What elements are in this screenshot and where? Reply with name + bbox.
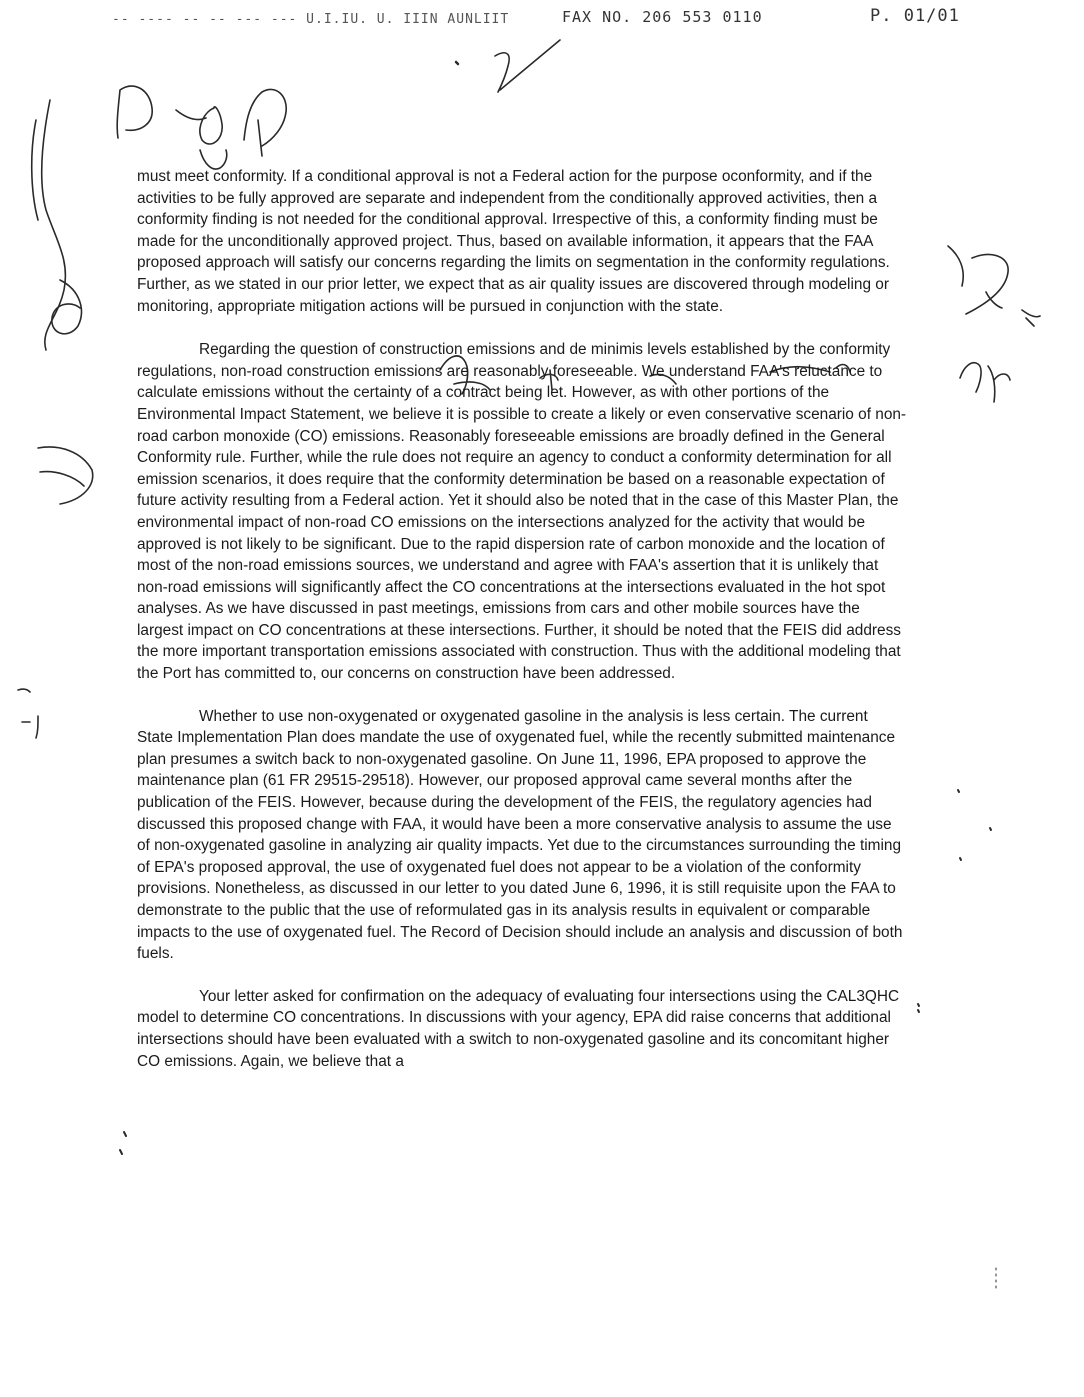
handwritten-tick-mark (22, 716, 38, 738)
margin-dot-1 (958, 790, 959, 792)
handwritten-margin-bracket (42, 100, 66, 350)
handwritten-brace-mark (38, 447, 93, 504)
paragraph-conformity: must meet conformity. If a conditional approval is not a Federal action for the purpose oconformity, and if the activities to be fully approved are separate and independent from the conditionally approved activities, then a conformity finding is not needed for the conditional approval. Irrespective of this, a conformity finding must be made for the unconditionally approved project. Thus, based on available information, it appears that the FAA proposed approach will satisfy our concerns regarding the limits on segmentation in the conformity regulations. Further, as we stated in our prior letter, we expect that as air quality issues are discovered through modeling or monitoring, appropriate mitigation actions will be pursued in conjunction with the state. (137, 168, 890, 315)
fax-sender-line: -- ---- -- -- --- --- U.I.IU. U. IIIN AUNLIIT (112, 12, 510, 27)
margin-dot-6 (120, 1132, 126, 1154)
paragraph-oxygenated-gasoline: Whether to use non-oxygenated or oxygenated gasoline in the analysis is less certain. The current State Implementation Plan does mandate the use of oxygenated fuel, while the recently submitted maintenance plan presumes a switch back to non-oxygenated gasoline. On June 11, 1996, EPA proposed to approve the maintenance plan (61 FR 29515-29518). However, our proposed approval came several months after the publication of the FEIS. However, because during the development of the FEIS, the regulatory agencies had discussed this proposed change with FAA, it would have been a more conservative analysis to assume the use of non-oxygenated gasoline in analyzing air quality impacts. Yet due to the circumstances surrounding the timing of EPA's proposed approval, the use of oxygenated fuel does not appear to be a violation of the conformity provisions. Nonetheless, as discussed in our letter to you dated June 6, 1996, it is still requisite upon the FAA to demonstrate to the public that the use of reformulated gas in its analysis results in equivalent or comparable impacts to the use of oxygenated fuel. The Record of Decision should include an analysis and discussion of both fuels. (137, 707, 903, 963)
paragraph-construction-emissions: Regarding the question of construction emissions and de minimis levels established by the conformity regulations, non-road construction emissions are reasonably foreseeable. We understand FAA's reluctance to calculate emissions without the certainty of a contract being let. However, as with other portions of the Environmental Impact Statement, we believe it is possible to create a likely or even conservative scenario of non-road carbon monoxide (CO) emissions. Reasonably foreseeable emissions are broadly defined in the General Conformity rule. Further, while the rule does not require an agency to conduct a conformity determination for all emission scenarios, it does require that the conformity determination be based on a reasonable expectation of future activity resulting from a Federal action. Yet it should also be noted that in the case of this Master Plan, the environmental impact of non-road CO emissions on the intersections analyzed for the activity that would be approved is not likely to be significant. Due to the rapid dispersion rate of carbon monoxide and the location of most of the non-road emissions sources, we understand and agree with FAA's assertion that it is unlikely that non-road emissions will significantly affect the CO concentrations at the intersections evaluated in the hot spot analyses. As we have discussed in past meetings, emissions from cars and other mobile sources have the largest impact on CO concentrations at these intersections. Further, it should be noted that the FEIS did address the more important transportation emissions associated with construction. Thus with the additional modeling that the Port has committed to, our concerns on construction have been addressed. (137, 341, 907, 683)
handwritten-initials-top (117, 86, 286, 156)
margin-dot-4 (918, 1004, 919, 1012)
handwritten-margin-loop (52, 280, 82, 334)
handwritten-initials-right (948, 246, 1040, 326)
margin-dot-2 (990, 828, 991, 830)
fax-page-number: P. 01/01 (870, 6, 960, 26)
handwritten-slash-mark (495, 40, 560, 92)
fax-header (0, 4, 1084, 32)
fax-number: FAX NO. 206 553 0110 (562, 8, 763, 26)
margin-dot-3 (960, 858, 961, 860)
handwritten-initials-right-lower (960, 363, 1010, 402)
letter-body (137, 166, 907, 1093)
handwritten-dot (456, 62, 458, 64)
handwritten-dash-mark (18, 689, 30, 692)
paragraph-intersections: Your letter asked for confirmation on the adequacy of evaluating four intersections using the CAL3QHC model to determine CO concentrations. In discussions with your agency, EPA did raise concerns that additional intersections should have been evaluated with a switch to non-oxygenated gasoline and its concomitant higher CO emissions. Again, we believe that a (137, 987, 900, 1070)
handwritten-margin-line (32, 120, 38, 220)
